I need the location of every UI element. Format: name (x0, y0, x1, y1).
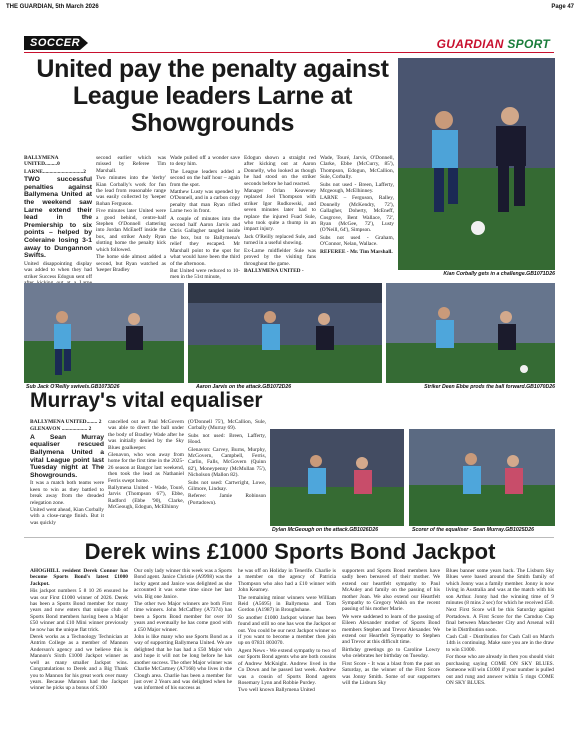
story1-paragraph: Manager Orlan Keaveney replaced Joel Thompson with striker Igor Rudkowski, and seven minutes later had to replace the injured Fuad Sule, who took quite a thump in an impact injury. (244, 188, 316, 233)
story2-headline: Murray's vital equaliser (30, 389, 263, 412)
story2-column-3 (188, 419, 266, 532)
photo-illustration (409, 429, 555, 526)
story2-paragraph: Referee: Jamie Robinson (Portadown). (188, 493, 266, 506)
story3-paragraph: John is like many who use Sports Bond as a way of supporting Ballymena United. We are delighted that he has had a £50 Major win and hope it will not be long before he has another success. The other Major winner was Charlie McCartney (A7168) who lives in the Clough area. Charlie has been a member for just over 2 Years and was delighted when he was informed of his success as (134, 634, 232, 692)
section-tag-arrow-icon (80, 36, 88, 50)
story3-paragraph: The other two Major winners are both First time winners. John McCaffrey (A7374) has been a Sports Bond member for over 10 years and eventually he has come good with a £50 Major winner. (134, 601, 232, 633)
story1-team-heading: BALLYMENA UNITED - (244, 267, 304, 274)
story3-paragraph: supporters and Sports Bond members have sadly been bereaved of their mother. We extend our heartfelt sympathy to Paul McAuley and family on the passing of his mother Joan. We also extend our Heartfelt Sympathy to Gregory Walsh on the recent passing of his mother Marie. (342, 568, 440, 613)
score-line-home: BALLYMENA UNITED.........0 (24, 155, 60, 168)
story1-lede: TWO successful penalties against Ballymena United at the weekend saw Larne extend their lead in the Premiership to six points – helped by Coleraine losing 3-1 away to Dungannon Swifts. (24, 176, 92, 260)
story1-lineup: LARNE – Ferguson, Ralley, Donnelly (McKendry, 72'), Gallagher, Doherty, McEneff, Cosgrove, Bent Wallace, 72', Ryan (McGee, 72'), Lusty (O'Neill, 64'), Simpson. (320, 195, 394, 234)
photo-caption-4: Dylan McGeough on the attack.GB1026D26 (272, 527, 379, 533)
photo-kian-corbally (398, 58, 555, 270)
story3-paragraph: So another £1000 Jackpot winner has been found and still no one has won the Jackpot or out. You could be our next Jackpot winner so if you want to become a member then join up on 07831 803070. (238, 614, 336, 647)
story3-paragraph: Two well known Ballymena United (238, 687, 315, 694)
story3-column-5 (446, 568, 554, 733)
logo-guardian: GUARDIAN (436, 37, 504, 51)
story3-paragraph: Cash Call - Distribution for Cash Call on March 14th is continuing. Make sure you are in the draw to win £1000. (446, 634, 554, 653)
story2-column-2 (108, 419, 184, 532)
story2-paragraph: Ballymena United - Wade, Touré, Jarvis (Thompson 67'), Ebbe, Radford (Ebbe '90), Clarke, McGeough, Edogun, McElhinny (108, 485, 184, 511)
photo-caption-top: Kian Corbally gets in a challenge.GB1071D26 (443, 271, 555, 277)
story3-headline: Derek wins £1000 Sports Bond Jackpot (84, 539, 496, 564)
story3-column-1 (30, 568, 128, 733)
story3-paragraph: he was off on Holiday in Tenerife. Charlie is a member on the agency of Patricia Thompson who also had a £10 winner with John Kearney. (238, 568, 336, 594)
story2-paragraph: cancelled out as Paul McGovern was able to divert the ball under the body of Bradley Wade after he was initially denied by the Sky Blues goalkeeper. (108, 419, 184, 451)
score-line-away: LARNE..............................2 (24, 168, 86, 175)
story2-paragraph: Glenavon, who won away from home for the first time in the 2025-26 season at Bangor last weekend, then took the lead as Nathaniel Ferris swept home. (108, 452, 184, 484)
photo-illustration (188, 283, 382, 383)
story2-column-1 (30, 419, 104, 532)
guardian-sport-logo (437, 37, 550, 51)
story3-paragraph: For those who are already in then you should visit purchasing saying COME ON SKY BLUES. Someone will win £1000 if your number is pulled out and rung and answer within 5 rings COME ON SKY BLUES. (446, 654, 554, 686)
story1-referee: REFEREE - Mr. Tim Marshall. (320, 248, 393, 255)
story2-paragraph: United went ahead, Kian Corbally with a close-range finish. But it was quickly (30, 507, 104, 526)
story1-subs: Subs not used - Graham, O'Connor, Nelan, Wallace. (320, 234, 394, 248)
story3-paragraph: The remaining minor winners were William Reid (A5695) in Ballymena and Tom Gordon (A1987) in Broughshane. (238, 594, 336, 614)
photo-dylan-mcgeough (270, 429, 404, 526)
story1-paragraph: Two minutes into the 'derby' Kian Corbally's work for fun the lead from reasonable range was easily collected by 'keeper Rohan Ferguson. (96, 175, 166, 207)
story1-paragraph: Wade pulled off a wonder save to deny him. (170, 155, 240, 168)
story1-paragraph: Five minutes later United were a good behind, centre-half Stephen O'Donnell clattering into Jordan McEneff inside the box, and striker Andy Ryan slotting home the penalty kick which followed. (96, 208, 166, 253)
story1-paragraph: But United were reduced to 10-men in the 51st minute, (170, 267, 240, 281)
photo-illustration (24, 283, 184, 383)
story1-paragraph: Matthew Lusty was upended by O'Donnell, and in a carbon copy penalty that man Ryan rifled Larne two in front. (170, 189, 240, 215)
story3-paragraph: His jackpot numbers 5 8 10 26 ensured he was our First £1000 winner of 2026. Derek has been a Sports Bond member for many years and now enters that unique club of Sports Bond members having been a Major £50 winner and £10 Mini winner previously he now has the unique flat trick. (30, 588, 128, 633)
story1-headline: United pay the penalty against League leaders Larne at Showgrounds (36, 55, 389, 137)
story2-paragraph: Subs not used: Cartwright, Lowe, Gilmore, Lindsay. (188, 479, 266, 493)
story3-column-2 (134, 568, 232, 733)
story2-lede: A Sean Murray equaliser rescued Ballymena United a vital League point last Tuesday night at The Showgrounds. (30, 433, 104, 479)
story1-paragraph: The home side almost added a second, but Ryan watched as 'keeper Bradley (96, 254, 166, 273)
story1-column-4 (244, 155, 316, 279)
story1-paragraph: Jack O'Reilly replaced Sule, and turned in a useful showing. (244, 233, 316, 247)
story2-paragraph: (O'Donnell 75'), McCallion, Sule, Corbally (Murray 69). (188, 419, 266, 432)
story3-column-3 (238, 568, 336, 733)
page-number: Page 47 (551, 4, 574, 10)
logo-sport: SPORT (507, 37, 550, 51)
photo-caption-5: Scorer of the equaliser - Sean Murray.GB1025D26 (412, 527, 535, 533)
story1-paragraph: A couple of minutes into the second half Aaron Jarvis and Chris Gallagher tangled inside the box, but to Ballymena's relief they escaped. Mr Marshall point to the spot for what would have been the third of the afternoon. (170, 215, 240, 267)
section-tag-label: SOCCER (30, 37, 81, 49)
story1-paragraph: United disappointing display was added to when they had striker Success Edogun sent off (24, 260, 92, 280)
story3-lede: AHOGHILL resident Derek Connor has become Sports Bond's latest £1000 Jackpot. (30, 568, 128, 587)
story2-paragraph: Glenavon: Carvey, Burns, Murphy, McGovern, Campbell, Ferris, Carlin, Falls, McGovern (Quinn 82'), Moneypenny (McMullan 75'), Nicholson (Mallon 82). (188, 446, 266, 479)
story3-paragraph: Agent News - We extend sympathy to two of our Sports Bond agents who are both cousins of Andrew McKnight. Andrew lived in the Co Down and he passed last week. Andrew was a cousin of Sports Bond agents Rosemary Lynn and Robbie Purdey. (238, 647, 336, 686)
photo-aaron-jarvis (188, 283, 382, 383)
story1-paragraph: The League leaders added a second on the half hour – again from the spot. (170, 168, 240, 188)
story3-paragraph: Next First Score will be this Saturday against Portadown. A First Score for the Carnduo Cup final between Manchester City and Arsenal will be in Distribution soon. (446, 607, 554, 633)
story-divider (24, 537, 554, 538)
photo-caption-3: Striker Deen Ebbe prods the ball forward.GB1070D26 (424, 384, 555, 390)
story1-lineup: Wade, Touré, Jarvis, O'Donnell, Clarke, Ebbe (McCurry, 85'), Thompson, Edogun, McCallion, Sule, Corbally. (320, 155, 394, 181)
photo-illustration (386, 283, 555, 383)
story3-paragraph: Birthday greetings go to Caroline Lowry who celebrates her birthday on Tuesday. (342, 646, 440, 660)
story1-column-5 (320, 155, 394, 279)
score-line-away: GLENAVON ................... 2 (30, 426, 92, 433)
story3-paragraph: We were saddened to learn of the passing of Eileen Alexander mother of Sports Bond members Stephen and Trevor Alexander. We extend our Heartfelt Sympathy to Stephen and Trevor at this difficult time. (342, 613, 440, 646)
story2-paragraph: Subs not used: Breen, Lafferty, Hood. (188, 432, 266, 446)
photo-jack-oreilly (24, 283, 184, 383)
story1-column-1 (24, 155, 92, 279)
story3-paragraph: First Score - It was a blast from the past on Saturday, as the winner of the First Score was Jonny Smith. Some of our supporters will the Lisburn Sky (342, 660, 440, 686)
photo-players-illustration (398, 58, 555, 270)
score-line-home: BALLYMENA UNITED........ 2 (30, 419, 102, 425)
publication-date: THE GUARDIAN, 5th March 2026 (6, 4, 99, 10)
story1-paragraph: Edogun shown a straight red after kicking out at Aaron Donnelly, who looked as though he had stood on the striker seconds before he had reacted. (244, 155, 316, 187)
page-topbar (6, 3, 574, 13)
story3-paragraph: Our only lady winner this week was a Sports Bond agent. Janice Christie (A9998) was the lucky agent and Janice was delighted as she accounted it was some time since her last win. Big one Janice. (134, 568, 232, 600)
section-tag (24, 36, 80, 50)
story1-paragraph: second earlier which was missed by Referee Tim Marshall. (96, 155, 166, 174)
photo-sean-murray (409, 429, 555, 526)
story1-paragraph: Ex-Larne midfielder Sule was proved by the visiting fans throughout the game. (244, 247, 316, 267)
photo-illustration (270, 429, 404, 526)
photo-caption-2: Aaron Jarvis on the attack.GB1072D26 (196, 384, 292, 390)
photo-deen-ebbe (386, 283, 555, 383)
story1-column-3 (170, 155, 240, 279)
story3-paragraph: Blues banner some years back. The Lisburn Sky Blues were based around the Smith family of which Jonny was a family member. Jonny is now living in Australia and was at the match with his son Arthur. Jonny had the winning time of 9 minutes (8 mins 2 sec) for which he received £50. (446, 568, 554, 607)
story2-paragraph: It was a match both teams were keen to win as they battled to break away from the dreaded relegation zone. (30, 480, 104, 506)
photo-caption-1: Sub Jack O'Reilly swivels.GB1073D26 (26, 384, 120, 390)
story3-paragraph: Derek works as a Technology Technician at Antrim College as a member of Mannon Anderson's agency and we believe this is Mannon's Sixth £1000 Jackpot winner as well as many smaller Jackpot wins. Congratulations to Derek and a Big Thank you to Mannon for his great work over many years. Because Mannon had the Jackpot winner he picks up a bonus of £100 (30, 634, 128, 692)
header-rule (24, 52, 554, 53)
story1-subs: Subs not used - Breen, Lafferty, Mcgeough, McElhinney. (320, 181, 394, 195)
story3-column-4 (342, 568, 440, 733)
story1-column-2 (96, 155, 166, 279)
